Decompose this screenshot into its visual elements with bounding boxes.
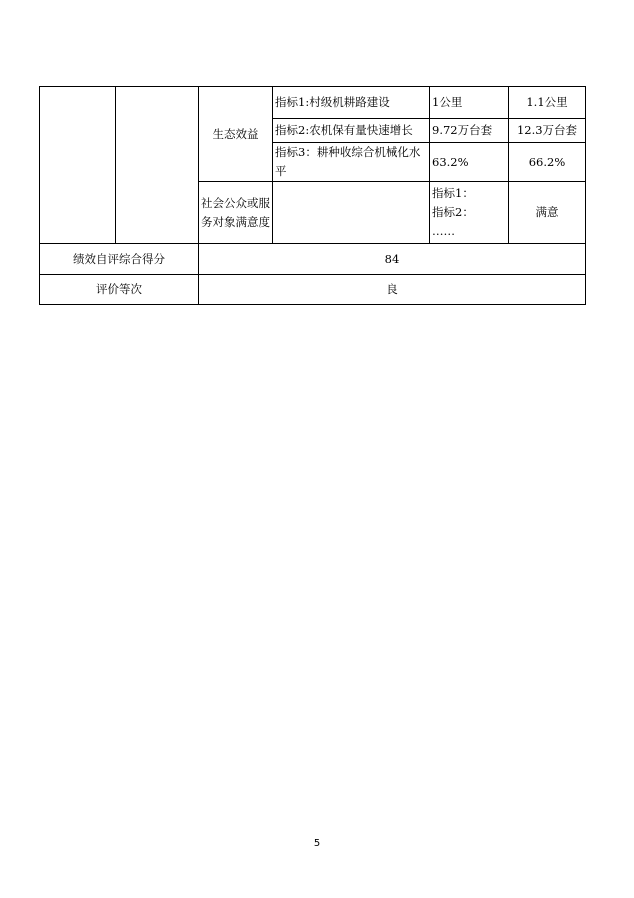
empty-cell (273, 182, 430, 244)
grade-value: 良 (199, 275, 586, 305)
performance-evaluation-table (39, 86, 586, 305)
satisfaction-label: 社会公众或服务对象满意度 (199, 182, 273, 244)
indicator-target: 63.2% (430, 143, 509, 182)
satisfaction-target-line: …… (432, 224, 455, 238)
eco-benefit-cell: 生态效益 (199, 87, 273, 182)
indicator-actual: 12.3万台套 (509, 119, 586, 143)
satisfaction-target-line: 指标2： (432, 205, 474, 219)
indicator-name: 指标1:村级机耕路建设 (273, 87, 430, 119)
indicator-name: 指标3：耕种收综合机械化水平 (273, 143, 430, 182)
indicator-target: 9.72万台套 (430, 119, 509, 143)
satisfaction-actual: 满意 (509, 182, 586, 244)
table-row (40, 87, 586, 119)
indicator-name: 指标2:农机保有量快速增长 (273, 119, 430, 143)
indicator-actual: 66.2% (509, 143, 586, 182)
score-value: 84 (199, 244, 586, 275)
grade-label: 评价等次 (40, 275, 199, 305)
empty-cell (40, 87, 116, 244)
satisfaction-target-line: 指标1： (432, 186, 474, 200)
satisfaction-target (430, 182, 509, 244)
empty-cell (116, 87, 199, 244)
indicator-target: 1公里 (430, 87, 509, 119)
score-label: 绩效自评综合得分 (40, 244, 199, 275)
indicator-actual: 1.1公里 (509, 87, 586, 119)
page-number: 5 (313, 838, 321, 849)
table-row (40, 275, 586, 305)
table-row (40, 244, 586, 275)
